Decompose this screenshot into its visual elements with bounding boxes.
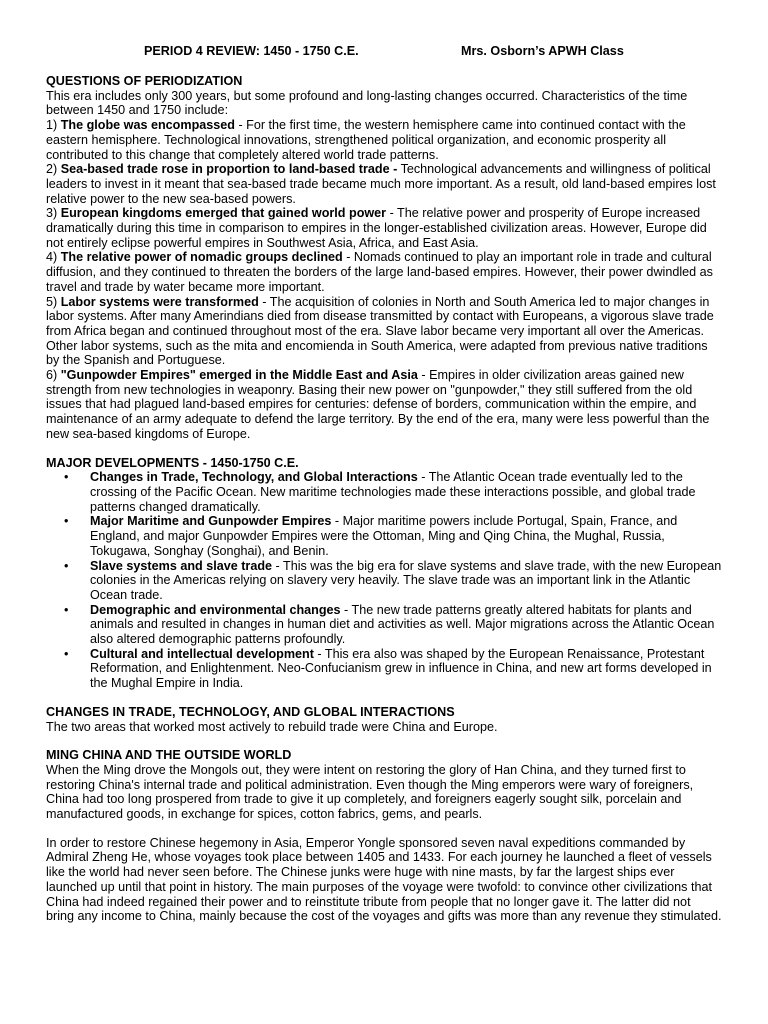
periodization-intro: This era includes only 300 years, but some profound and long-lasting changes occurred. Characteristics of the time between 1450 and 1750 include: [46, 88, 688, 118]
section-title-ming: MING CHINA AND THE OUTSIDE WORLD [46, 748, 292, 763]
section-title-major-developments: MAJOR DEVELOPMENTS - 1450-1750 C.E. [46, 455, 299, 470]
bullet-icon: • [64, 514, 69, 529]
section-title-periodization: QUESTIONS OF PERIODIZATION [46, 74, 243, 88]
list-item: • Major Maritime and Gunpowder Empires - Major maritime powers include Portugal, Spain, France, and England, and major Gunpowder Empires were the Ottoman, Ming and Qing China, the Mughal, Russia, Tokugawa, Songhay (Songhai), and Benin. [64, 514, 678, 558]
trade-paragraph: The two areas that worked most actively to rebuild trade were China and Europe. [46, 719, 498, 734]
bullet-icon: • [64, 602, 69, 617]
document-page [46, 44, 722, 924]
periodization-item: 4) The relative power of nomadic groups declined - Nomads continued to play an important role in trade and cultural diffusion, and they continued to threaten the borders of the large land-based empires. However, their power dwindled as travel and trade by water became more important. [46, 250, 713, 294]
ming-paragraph-2: In order to restore Chinese hegemony in Asia, Emperor Yongle sponsored seven naval expeditions commanded by Admiral Zheng He, whose voyages took place between 1405 and 1433. For each journey he launched a fleet of vessels like the world had never seen before. The Chinese junks were huge with nine masts, by far the largest ships ever launched up until that point in history. The main purposes of the voyage were twofold: to convince other civilizations that China had indeed regained their power and to reinstitute tribute from people that no longer gave it. The latter did not bring any income to China, mainly because the cost of the voyages and gifts was more than any revenue they stimulated. [46, 835, 722, 924]
major-developments-list [46, 470, 722, 691]
list-item: • Demographic and environmental changes - The new trade patterns greatly altered habitats for plants and animals and resulted in changes in human diet and activities as well. Major migrations across the Atlantic Ocean also altered demographic patterns profoundly. [64, 602, 715, 647]
bullet-icon: • [64, 558, 69, 573]
section-title-trade: CHANGES IN TRADE, TECHNOLOGY, AND GLOBAL INTERACTIONS [46, 704, 455, 719]
bullet-icon: • [64, 646, 69, 661]
ming-paragraph-1: When the Ming drove the Mongols out, they were intent on restoring the glory of Han China, and they turned first to restoring China's internal trade and political administration. Even though the Ming emperors were wary of foreigners, China had too long prospered from trade to give it up completely, and foreigners eagerly sought silk, porcelain and manufactured goods, in exchange for spices, cotton fabrics, gems, and pearls. [46, 762, 694, 822]
header-class-name: Mrs. Osborn’s APWH Class [461, 44, 624, 58]
page-header [46, 44, 722, 60]
periodization-item: 6) "Gunpowder Empires" emerged in the Middle East and Asia - Empires in older civilization areas gained new strength from new technologies in weaponry. Basing their new power on "gunpowder," they still suffered from the old issues that had plagued land-based empires for centuries: defense of borders, communication within the empire, and maintenance of an army adequate to defend the large territory. By the end of the era, many were less powerful than the new sea-based kingdoms of Europe. [46, 368, 710, 441]
bullet-icon: • [64, 470, 69, 485]
periodization-item: 2) Sea-based trade rose in proportion to land-based trade - Technological advancements and willingness of political leaders to invest in it meant that sea-based trade became much more important. As a result, old land-based empires lost relative power to the new sea-based powers. [46, 162, 716, 206]
periodization-item: 1) The globe was encompassed - For the first time, the western hemisphere came into continued contact with the eastern hemisphere. Technological innovations, strengthened political organization, and economic prosperity all contributed to this change that completely altered world trade patterns. [46, 118, 686, 162]
periodization-item: 3) European kingdoms emerged that gained world power - The relative power and prosperity of Europe increased dramatically during this time in comparison to empires in the longer-established civilization areas. However, Europe did not entirely eclipse powerful empires in Southwest Asia, Africa, and East Asia. [46, 206, 707, 250]
paragraph-spacer [46, 822, 722, 836]
list-item: • Changes in Trade, Technology, and Global Interactions - The Atlantic Ocean trade eventually led to the crossing of the Pacific Ocean. New maritime technologies made these interactions possible, and global trade patterns changed dramatically. [64, 470, 696, 514]
periodization-item: 5) Labor systems were transformed - The acquisition of colonies in North and South America led to major changes in labor systems. After many Amerindians died from disease transmitted by contact with Europeans, a vigorous slave trade from Africa began and continued throughout most of the era. Slave labor became very important all over the Americas. Other labor systems, such as the mita and encomienda in South America, were adapted from previous native traditions by the Spanish and Portuguese. [46, 294, 714, 368]
header-title: PERIOD 4 REVIEW: 1450 - 1750 C.E. [144, 44, 359, 58]
periodization-list [46, 118, 722, 441]
list-item: • Slave systems and slave trade - This was the big era for slave systems and slave trade, with the new European colonies in the Americas relying on slavery very heavily. The slave trade was an important link in the Atlantic Ocean trade. [64, 558, 722, 602]
list-item: • Cultural and intellectual development - This era also was shaped by the European Renaissance, Protestant Reformation, and Enlightenment. Neo-Confucianism grew in influence in China, and new art forms developed in the Mughal Empire in India. [64, 646, 712, 691]
